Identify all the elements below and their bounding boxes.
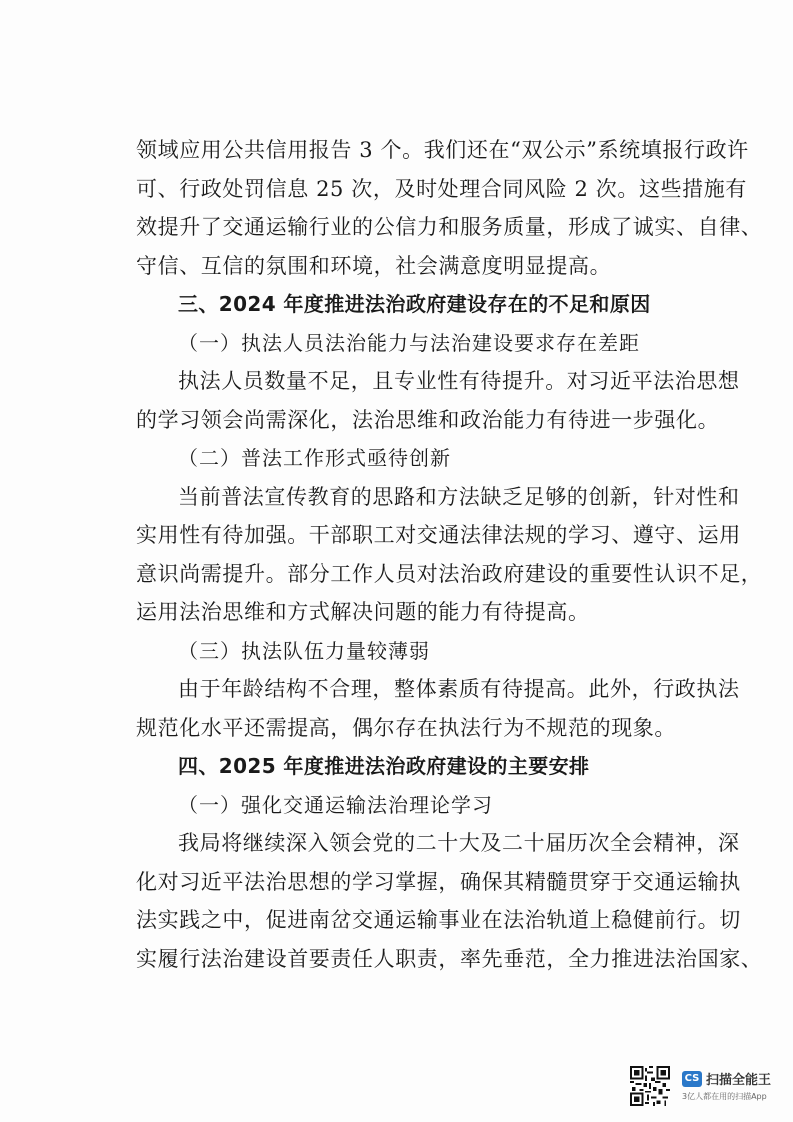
paragraph-line: 意识尚需提升。部分工作人员对法治政府建设的重要性认识不足， (136, 561, 763, 586)
qr-code-icon (630, 1066, 670, 1106)
paragraph-line: 领域应用公共信用报告 3 个。我们还在“双公示”系统填报行政许 (136, 138, 749, 162)
paragraph-line: 法实践之中，促进南岔交通运输事业在法治轨道上稳健前行。切 (136, 908, 741, 932)
paragraph-line: 规范化水平还需提高，偶尔存在执法行为不规范的现象。 (136, 715, 676, 740)
camscanner-name: 扫描全能王 (706, 1073, 772, 1088)
paragraph-line: 效提升了交通运输行业的公信力和服务质量，形成了诚实、自律、 (136, 215, 763, 239)
paragraph-line: 我局将继续深入领会党的二十大及二十届历次全会精神，深 (178, 831, 740, 855)
subsection-heading: （一）执法人员法治能力与法治建设要求存在差距 (178, 330, 640, 355)
paragraph-line: 化对习近平法治思想的学习掌握，确保其精髓贯穿于交通运输执 (136, 869, 741, 894)
subsection-heading: （三）执法队伍力量较薄弱 (178, 638, 430, 663)
paragraph-line: 运用法治思维和方式解决问题的能力有待提高。 (136, 600, 590, 624)
paragraph-line: 实履行法治建设首要责任人职责，率先垂范，全力推进法治国家、 (136, 946, 763, 971)
camscanner-logo: CS (682, 1071, 702, 1087)
paragraph-line: 守信、互信的氛围和环境，社会满意度明显提高。 (136, 253, 612, 278)
camscanner-slogan: 3亿人都在用的扫描App (682, 1092, 767, 1101)
scanner-watermark (630, 1066, 780, 1110)
paragraph-line: 由于年龄结构不合理，整体素质有待提高。此外，行政执法 (178, 677, 740, 701)
section-heading: 四、2025 年度推进法治政府建设的主要安排 (178, 754, 590, 778)
paragraph-line: 实用性有待加强。干部职工对交通法律法规的学习、遵守、运用 (136, 523, 741, 547)
subsection-heading: （二）普法工作形式亟待创新 (178, 446, 451, 470)
paragraph-line: 的学习领会尚需深化，法治思维和政治能力有待进一步强化。 (136, 407, 720, 432)
paragraph-line: 当前普法宣传教育的思路和方法缺乏足够的创新，针对性和 (178, 484, 740, 509)
document-body (136, 131, 763, 978)
subsection-heading: （一）强化交通运输法治理论学习 (178, 792, 493, 817)
paragraph-line: 执法人员数量不足，且专业性有待提升。对习近平法治思想 (178, 369, 740, 393)
paragraph-line: 可、行政处罚信息 25 次，及时处理合同风险 2 次。这些措施有 (136, 176, 747, 201)
section-heading: 三、2024 年度推进法治政府建设存在的不足和原因 (178, 292, 651, 316)
